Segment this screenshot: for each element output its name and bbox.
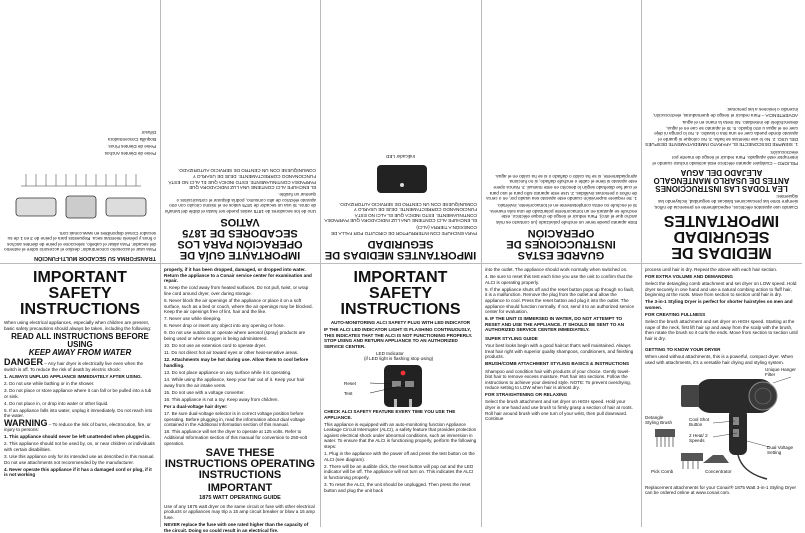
es-body-2: Este aparato puede tener un enchufe polarizado (un contacto es más ancho que el otro). Para reducir el riesgo de choque eléctrico, este enchufe se ajustará en un tomacorriente polarizado de una sola manera. Si el enchufe no entra completamente en el tomacorriente, inviértalo. bbox=[489, 203, 637, 225]
es-title-3: IMPORTANTES MEDIDAS DE SEGURIDAD bbox=[324, 238, 477, 261]
es-peligro: PELIGRO – Cualquier aparato eléctrico está activado incluso cuando el interruptor esté apagado. Para reducir el riesgo de muerte por electrocución: bbox=[652, 149, 798, 166]
label-dual-voltage: Dual Voltage Setting bbox=[767, 444, 794, 455]
es-intro-1: Cuando use aparatos eléctricos, especialmente en presencia de niños, siempre tome las precauciones básicas de seguridad, incluyendo las siguientes: bbox=[653, 193, 798, 210]
es-advertencia: ADVERTENCIA – Para reducir el riesgo de quemaduras, electrocución, incendio o lesiones a las personas: bbox=[652, 107, 798, 118]
es-body-3: EL ENCHUFE ALCI CONTIENE UNA LUZ INDICADORA QUE PARPADEA CONTINUAMENTE. ESTO INDICA QUE EL ALCI NO ESTÁ FUNCIONANDO CORRECTAMENTE. DEJE DE USARLO Y COMUNÍQUESE CON UN CENTRO DE SERVICIO AUTORIZADO. bbox=[324, 201, 477, 224]
super-styling-title: SUPER STYLING GUIDE bbox=[485, 336, 538, 342]
warning-item-15: 15. Do not use with a voltage converter. bbox=[164, 389, 245, 395]
alci-title: IMPORTANT SAFETY INSTRUCTIONS bbox=[340, 269, 461, 318]
warning-item-5: 5. Keep the cord away from heated surfaces. Do not pull, twist, or wrap line cord around dryer, over during storage. bbox=[164, 285, 309, 296]
es-title-2: GUARDE ESTAS INSTRUCCIONES DE OPERACIÓN bbox=[506, 227, 616, 261]
warning-item-3: 3. Use this appliance only for its intended use as described in this manual. Do not use attachments not recommended by the manufacturer. bbox=[4, 454, 155, 465]
warning-text: – To reduce the risk of burns, electrocution, fire, or injury to persons: bbox=[4, 421, 151, 433]
styling-basics-title: BRUSH/COMB ATTACHMENT STYLING BASICS & INSTRUCTIONS bbox=[485, 361, 630, 367]
alci-step-3: 3. To reset the ALCI, the unit should be unplugged. Then press the reset button and plug the unit back bbox=[324, 482, 471, 493]
volume-body: Select the detangling comb attachment and set dryer on LOW speed. Hold dryer securely in one hand and use a natural combing action to fluff hair, beginning at the roots. Move from section to section until hair is dry. bbox=[645, 281, 797, 298]
es-body-3-repeat: EL ENCHUFE ALCI CONTIENE UNA LUZ INDICADORA QUE PARPADEA CONTINUAMENTE. ESTO INDICA QUE EL ALCI NO ESTÁ FUNCIONANDO CORRECTAMENTE. DEJE DE USARLO Y COMUNÍQUESE CON UN CENTRO DE SERVICIO AUTORIZADO. bbox=[168, 168, 316, 191]
alci-subtitle: AUTO-MONITORING ALCI SAFETY PLUG WITH LED INDICATOR bbox=[330, 320, 471, 325]
alci-step-1: 1. Plug in the appliance with the power off and press the test button on the ALCI (see diagram). bbox=[324, 451, 475, 462]
alci-step-4: 4. Be sure to reset this test each time you use the unit to confirm that the ALCI is operating properly. bbox=[485, 274, 633, 285]
es-body-5: Para usar el accesorio concentrador: deslice el accesorio sobre el extremo del secador. Para alisar el cabello, seleccione el peine de dientes anchos o finos y péinelo mientras seca. Repuestos para el peine de 3 en 1 de su secador Conair disponibles en www.conair.com. bbox=[4, 230, 156, 253]
es-title-4: IMPORTANTE GUÍA DE OPERACIÓN PARA LOS SECADORES DE 1875 VATIOS bbox=[177, 216, 303, 261]
warning-item-4-cont: properly, if it has been dropped, damaged, or dropped into water. Return the appliance to a Conair service center for examination and repair. bbox=[164, 267, 312, 284]
es-comb-label-d: Difusor bbox=[141, 129, 156, 135]
styling-basics-body: Shampoo and condition hair with products of your choice. Gently towel-blot hair to remove excess moisture. Part hair into sections. Follow the instructions to achieve your desired style. NOTE: To prevent overdrying, reduce setting to LOW when hair is almost dry. bbox=[485, 368, 631, 391]
label-styling-brush: Detangle Styling Brush bbox=[645, 414, 673, 425]
warning-item-4: 4. Never operate this appliance if it has a damaged cord or plug, if it is not working bbox=[4, 466, 152, 478]
safety-intro: When using electrical appliances, especially when children are present, basic safety precautions should always be taken, including the following: bbox=[4, 320, 152, 331]
alci-step-6: 6. IF THE UNIT IS IMMERSED IN WATER, DO NOT ATTEMPT TO RESET AND USE THE APPLIANCE. IT SHOULD BE SENT TO AN AUTHORIZED SERVICE CENTER IMMEDIATELY. bbox=[485, 316, 625, 333]
es-comb-label-a: Peine de Dientes Anchos bbox=[104, 151, 156, 157]
alci-step-5: 5. If the appliance shuts off and the reset button pops up through no fault, it is a malfunction. Remove the plug from the outlet and allow the appliance to cool. Press the reset button and plug it into the outlet. The appliance should function normally. If not, send it to an authorized service center for evaluation. bbox=[485, 286, 635, 315]
warning-item-8: 8. Never drop or insert any object into any opening or hose. bbox=[164, 323, 285, 329]
alci-plug-illustration bbox=[324, 351, 477, 409]
top-panel-2 bbox=[160, 0, 320, 263]
getting-body: When used without attachments, this is a powerful, compact dryer. When used with attachments, it's a versatile hair drying and styling system. bbox=[645, 354, 794, 365]
column-2 bbox=[160, 264, 320, 533]
concentrator-title: The 3-in-1 Styling Dryer is perfect for shorter hairstyles on men and women. bbox=[645, 299, 793, 311]
straightening-body: Select the brush attachment and set dryer on HIGH speed. Hold your dryer in one hand and use brush to firmly grasp a section of hair at roots. Roll hair around brush with one turn of your wrist, then pull downward. Continue bbox=[485, 399, 633, 422]
super-styling-body: Your best looks begin with a good haircut that's well maintained. Always treat hair right with superior quality shampoos, conditioners, and finishing products. bbox=[485, 343, 634, 360]
danger-text: – Any hair dryer is electrically live even when the switch is off. To reduce the risk of death by electric shock: bbox=[4, 361, 144, 372]
led-indicator-label: LED Indicator bbox=[376, 350, 404, 356]
important-title: IMPORTANT bbox=[207, 482, 273, 495]
es-subhead-3: PARA ENCHUFE CON INTERRUPTOR DE CIRCUITO POR FALLA DE CONEXIÓN A TIERRA (ALCI) bbox=[330, 225, 477, 236]
fullness-title: FOR CREATING FULLNESS bbox=[645, 312, 706, 318]
label-hanger-filter: Unique Hanger Filter bbox=[765, 366, 796, 377]
warning-item-10: 10. Do not use an extension cord to operate dryer. bbox=[164, 343, 267, 349]
top-panel-4 bbox=[481, 0, 641, 263]
column-4 bbox=[481, 264, 641, 527]
column-1 bbox=[0, 264, 160, 527]
reset-label: Reset bbox=[344, 380, 357, 386]
label-cool-shot: Cool Shot Button bbox=[689, 416, 710, 427]
warning-item-9: 9. Do not use outdoors or operate where aerosol (spray) products are being used or where oxygen is being administered. bbox=[164, 330, 306, 342]
warning-item-16: 16. This appliance is not a toy. Keep away from children. bbox=[164, 396, 279, 402]
es-list-1: 1. SIEMPRE DESCONECTE EL APARATO INMEDIATAMENTE DESPUÉS DEL USO. 2. No lo use mientras se baña. 3. No coloque ni guarde el aparato donde pueda caer en una tina o lavabo. 4. No lo ponga ni deje caer en el agua u otro líquido. 5. Si el aparato se cae en el agua, desenchúfelo de inmediato. No meta la mano en el agua. bbox=[645, 120, 798, 148]
danger-item-2: 2. Do not use while bathing or in the shower. bbox=[4, 380, 95, 386]
test-label: Test bbox=[344, 390, 353, 396]
getting-title: GETTING TO KNOW YOUR DRYER bbox=[645, 347, 721, 352]
warning-item-12: 12. Attachments may be hot during use. Allow them to cool before handling. bbox=[164, 357, 309, 368]
getting-to-know-section bbox=[641, 345, 802, 527]
danger-label: DANGER bbox=[4, 357, 44, 368]
warning-label: WARNING bbox=[4, 417, 48, 428]
volume-title: FOR EXTRA VOLUME AND DEMANDING bbox=[645, 274, 733, 280]
es-body-4: Uno de los secadores de 1875 vatios puede ser hasta el doble del tamaño de otros. Si usa un secador de 1875 vatios en el mismo circuito con otro aparato eléctrico de alto consumo, podría disparar el cortacircuitos o quemar un fusible. bbox=[164, 192, 316, 214]
warning-item-18: 18. This appliance will set the dryer to operate at 125 volts. Refer to Additional Information section of this manual for conversion to 250-volt operation. bbox=[164, 429, 307, 446]
es-comb-label-c: Boquilla Concentradora bbox=[107, 136, 156, 142]
replacement-note: Replacement attachments for your Conair® 1875 Watt 3-in-1 Styling Dryer can be ordered online at www.conair.com. bbox=[645, 484, 797, 496]
warning-item-7: 7. Never use while sleeping. bbox=[164, 316, 222, 322]
fuse-warning: NEVER replace the fuse with one rated higher than the capacity of the circuit. Doing so could result in an electrical fire. bbox=[164, 521, 309, 533]
dual-voltage-heading: For a dual-voltage hair dryer: bbox=[164, 403, 228, 409]
warning-item-11: 11. Do not direct hot air toward eyes or other heat-sensitive areas. bbox=[164, 350, 299, 356]
warning-item-6: 6. Never block the air openings of the appliance or place it on a soft surface, such as a bed or couch, where the air openings may be blocked. Keep the air openings free of lint, hair and the like. bbox=[164, 297, 313, 315]
top-panel-1 bbox=[0, 0, 160, 263]
read-all-heading: READ ALL INSTRUCTIONS BEFORE USING bbox=[11, 332, 149, 350]
es-list-2: 1. Se requiere supervisión cuando este aparato sea usado por, en o cerca de niños o personas inválidas. 2. Use este aparato sólo para el uso para el cual fue diseñado según lo descrito en este manual. 3. Nunca opere este aparato si tiene el cable o enchufe dañado, si no funciona apropiadamente, si se ha caído o dañado o si se ha caído en el agua. bbox=[486, 173, 637, 202]
alci-plug-icon bbox=[364, 363, 444, 409]
label-heat-speed: 2 Heat/ 2 Speeds bbox=[689, 432, 708, 443]
warning-item-14: 14. While using the appliance, keep your hair out of it. Keep your hair away from the air intake vents. bbox=[164, 377, 305, 388]
straightening-title: FOR STRAIGHTENING OR RELAXING bbox=[485, 392, 568, 398]
es-subhead-1: LEA TODAS LAS INSTRUCCIONES ANTES DE USARLO MANTÉNGALO ALEJADO DEL AGUA bbox=[653, 167, 790, 193]
danger-item-4: 4. Do not place in, or drop into water or other liquid. bbox=[4, 400, 109, 406]
operating-guide-body: Use of any 1875 watt dryer on the same circuit or fuse with other electrical products or appliances may trip a 15 amp circuit breaker or blow a 15 amp fuse. bbox=[164, 503, 315, 520]
alci-caps-warning: IF THE ALCI LED INDICATOR LIGHT IS FLASHING CONTINUOUSLY, THIS INDICATES THAT THE ALCI IS NOT FUNCTIONING PROPERLY. STOP USING AND RETURN APPLIANCE TO AN AUTHORIZED SERVICE CENTER. bbox=[324, 327, 473, 349]
top-panel-5 bbox=[641, 0, 802, 263]
es-alci-label: Indicador LED bbox=[385, 154, 416, 160]
fullness-body: Select the brush attachment and set dryer on HIGH speed. Starting at the nape of the neck, first lift hair up and away from the scalp with the brush, then rotate the brush so it curls the ends. Move from section to section until hair is dry. bbox=[645, 319, 798, 342]
es-comb-label-b: Peine de Dientes Finos bbox=[108, 144, 156, 150]
alci-step-2: 2. There will be an audible click, the reset button will pop out and the LED indicator will be off. The appliance will not turn on. This indicates the ALCI is functioning properly. bbox=[324, 463, 474, 480]
keep-away-heading: KEEP AWAY FROM WATER bbox=[28, 348, 132, 358]
attachments-drawing-es bbox=[6, 156, 156, 226]
alci-plug-drawing-es bbox=[327, 159, 477, 199]
label-concentrator: Concentrator bbox=[705, 468, 732, 474]
safety-title: IMPORTANT SAFETY INSTRUCTIONS bbox=[20, 269, 140, 318]
led-indicator-sublabel: (if LED light is flashing stop using) bbox=[364, 355, 434, 361]
es-alci-plug-illustration bbox=[324, 159, 477, 199]
es-attachments-illustration bbox=[4, 156, 156, 226]
warning-item-2: 2. This appliance should not be used by, on, or near children or individuals with certain disabilities. bbox=[4, 441, 155, 452]
straightening-cont: process until hair is dry. Repeat the above with each hair section. bbox=[645, 267, 778, 272]
alci-feature-body: This appliance is equipped with an auto-monitoring function Appliance Leakage Circuit Interrupter (ALCI), a safety feature that provides protection against electrical shock under abnormal conditions, such as immersion in water. To ensure that the ALCI is functioning properly, perform the following steps: bbox=[324, 421, 477, 450]
warning-item-17: 17. Be sure dual-voltage selector is in correct voltage position before operating. Before plugging in, read the information about dual voltage contained in the Additional Information section of this manual. bbox=[164, 411, 305, 428]
es-title-1: MEDIDAS DE SEGURIDAD IMPORTANTES bbox=[663, 212, 780, 261]
warning-item-1: 1. This appliance should never be left unattended when plugged in. bbox=[4, 434, 151, 440]
save-instructions-title: SAVE THESE INSTRUCTIONS OPERATING INSTRUCTIONS bbox=[164, 447, 316, 482]
hair-dryer-drawing bbox=[651, 371, 799, 483]
top-panel-3 bbox=[320, 0, 481, 263]
alci-step-3-cont: into the outlet. The appliance should work normally when switched on. bbox=[485, 267, 628, 272]
warning-item-13: 13. Do not place appliance on any surface while it is operating. bbox=[164, 370, 292, 375]
label-pick-comb: Pick Comb bbox=[651, 468, 674, 474]
operating-guide-title: 1875 WATT OPERATING GUIDE bbox=[199, 495, 281, 502]
danger-item-5: 5. If an appliance falls into water, unplug it immediately. Do not reach into the water. bbox=[4, 407, 153, 419]
danger-item-3: 3. Do not place or store appliance where it can fall or be pulled into a tub or sink. bbox=[4, 388, 152, 399]
danger-item-1: 1. ALWAYS UNPLUG APPLIANCE IMMEDIATELY AFTER USING. bbox=[4, 373, 142, 379]
es-title-5: TRANSFORMA SU SECADOR MULTI-FUNCIÓN bbox=[34, 255, 156, 261]
alci-feature-title: CHECK ALCI SAFETY FEATURE EVERY TIME YOU USE THE APPLIANCE. bbox=[324, 408, 456, 420]
dryer-illustration bbox=[645, 367, 798, 485]
column-3 bbox=[320, 264, 481, 527]
